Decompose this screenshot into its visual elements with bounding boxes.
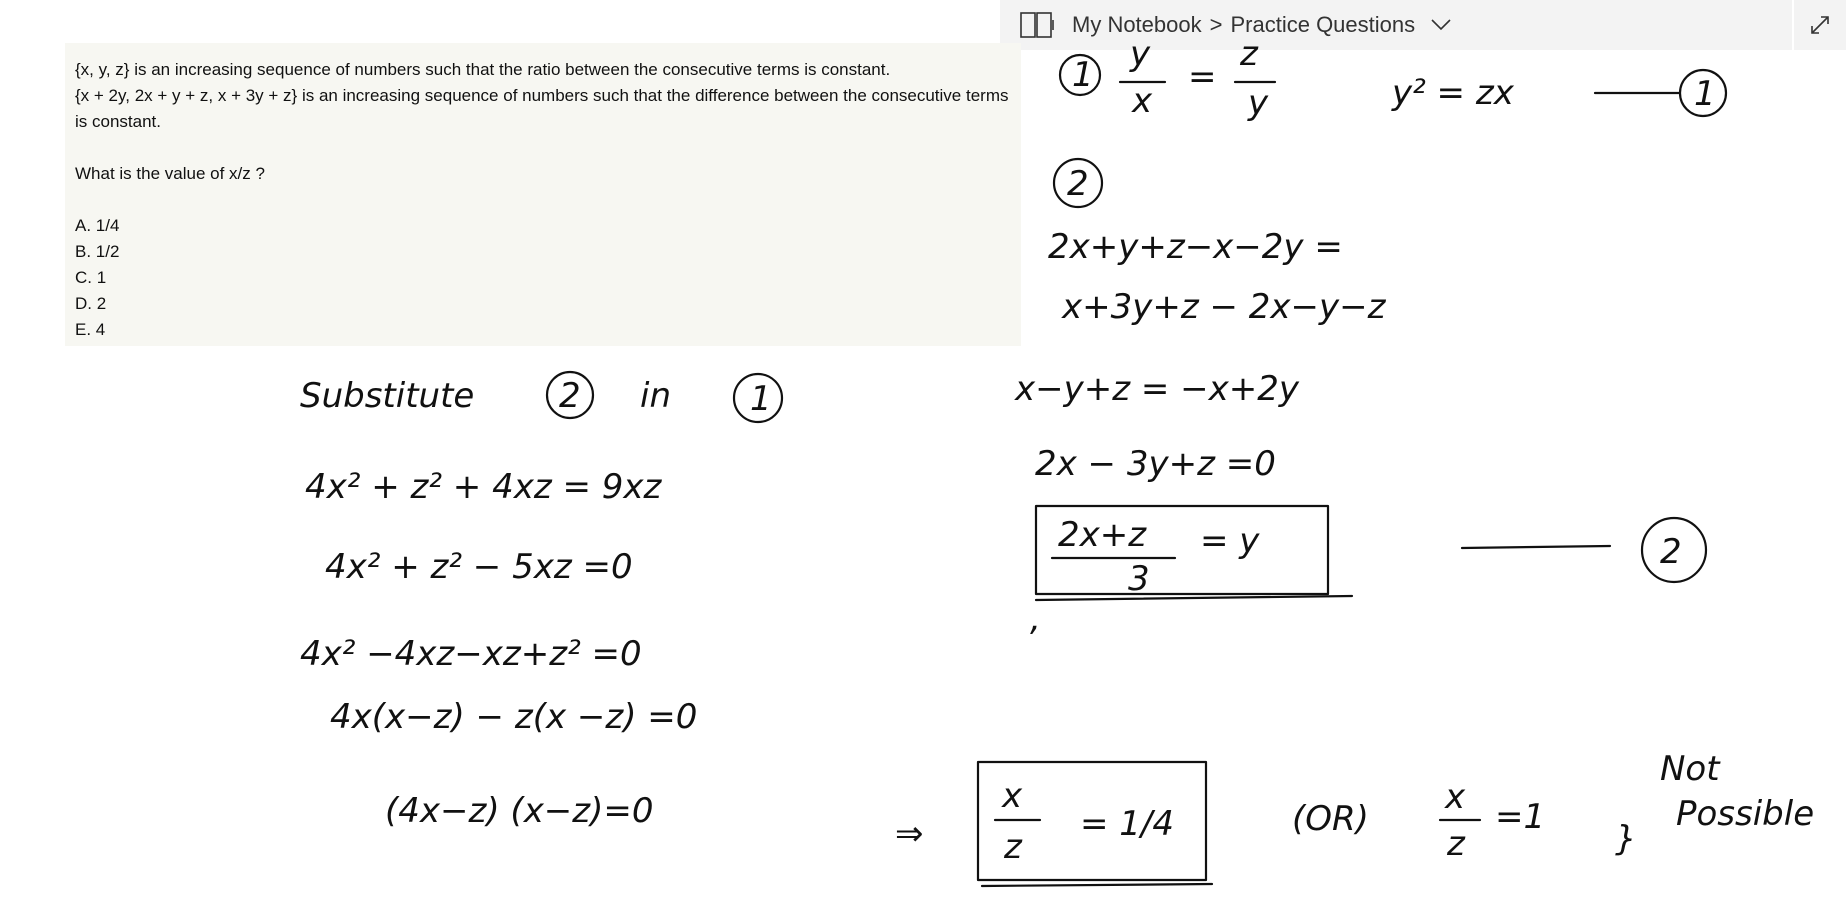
boxed-num: 2x+z [1058, 515, 1147, 555]
answer-underline [982, 884, 1212, 886]
question-prompt: What is the value of x/z ? [75, 164, 265, 183]
eq1-label: 1 [1072, 55, 1094, 95]
answer-rhs: = 1/4 [1080, 804, 1175, 844]
breadcrumb-notebook: My Notebook [1072, 12, 1202, 37]
sub-tag-1: 1 [750, 379, 772, 419]
substitute-in: in [640, 376, 671, 416]
eq1-rhs-num: z [1240, 34, 1258, 74]
option-a: A. 1/4 [75, 216, 120, 235]
step-1: 4x² + z² + 4xz = 9xz [305, 467, 662, 507]
eq1-lhs-den: x [1132, 81, 1153, 121]
possible-text: Possible [1676, 794, 1815, 834]
option-c: C. 1 [75, 268, 107, 287]
answer-num: x [1002, 776, 1023, 816]
eq1-equals: = [1188, 57, 1217, 97]
eq2-line-d: 2x − 3y+z =0 [1035, 444, 1276, 484]
boxed-den: 3 [1128, 559, 1150, 599]
substitute-text: Substitute [300, 376, 475, 416]
comma-mark: , [1030, 599, 1041, 639]
boxed-rhs: = y [1200, 521, 1260, 561]
option-d: D. 2 [75, 294, 107, 313]
step-4: 4x(x−z) − z(x −z) =0 [330, 697, 698, 737]
step-3: 4x² −4xz−xz+z² =0 [300, 634, 642, 674]
alt-den: z [1447, 824, 1465, 864]
or-text: (OR) [1292, 799, 1369, 839]
step-5: (4x−z) (x−z)=0 [385, 791, 654, 831]
eq1-result: y² = zx [1392, 73, 1514, 113]
sub-tag-2: 2 [559, 376, 581, 416]
eq2-line-a: 2x+y+z−x−2y = [1048, 227, 1343, 267]
option-e: E. 4 [75, 320, 106, 339]
implies-arrow: ⇒ [895, 814, 924, 854]
not-text: Not [1660, 749, 1720, 789]
breadcrumb-separator: > [1209, 12, 1223, 37]
option-b: B. 1/2 [75, 242, 120, 261]
eq2-line-b: x+3y+z − 2x−y−z [1062, 287, 1386, 327]
brace: } [1615, 819, 1637, 859]
breadcrumb-section: Practice Questions [1230, 12, 1416, 37]
question-line-2: {x + 2y, 2x + y + z, x + 3y + z} is an increasing sequence of numbers such that the difference between the consecutive terms is constant. [75, 86, 1009, 131]
alt-num: x [1445, 777, 1466, 817]
eq1-rhs-den: y [1248, 83, 1269, 123]
eq2-underline [1036, 596, 1352, 600]
eq1-tag: 1 [1694, 74, 1716, 114]
eq2-tag-line [1462, 546, 1610, 548]
question-line-1: {x, y, z} is an increasing sequence of numbers such that the ratio between the consecutive terms is constant. [75, 60, 891, 79]
alt-rhs: =1 [1495, 797, 1546, 837]
eq2-line-c: x−y+z = −x+2y [1015, 369, 1300, 409]
eq2-label: 2 [1067, 164, 1089, 204]
eq2-tag: 2 [1660, 532, 1682, 572]
answer-den: z [1004, 827, 1022, 867]
eq1-lhs-num: y [1130, 34, 1151, 74]
step-2: 4x² + z² − 5xz =0 [325, 547, 633, 587]
